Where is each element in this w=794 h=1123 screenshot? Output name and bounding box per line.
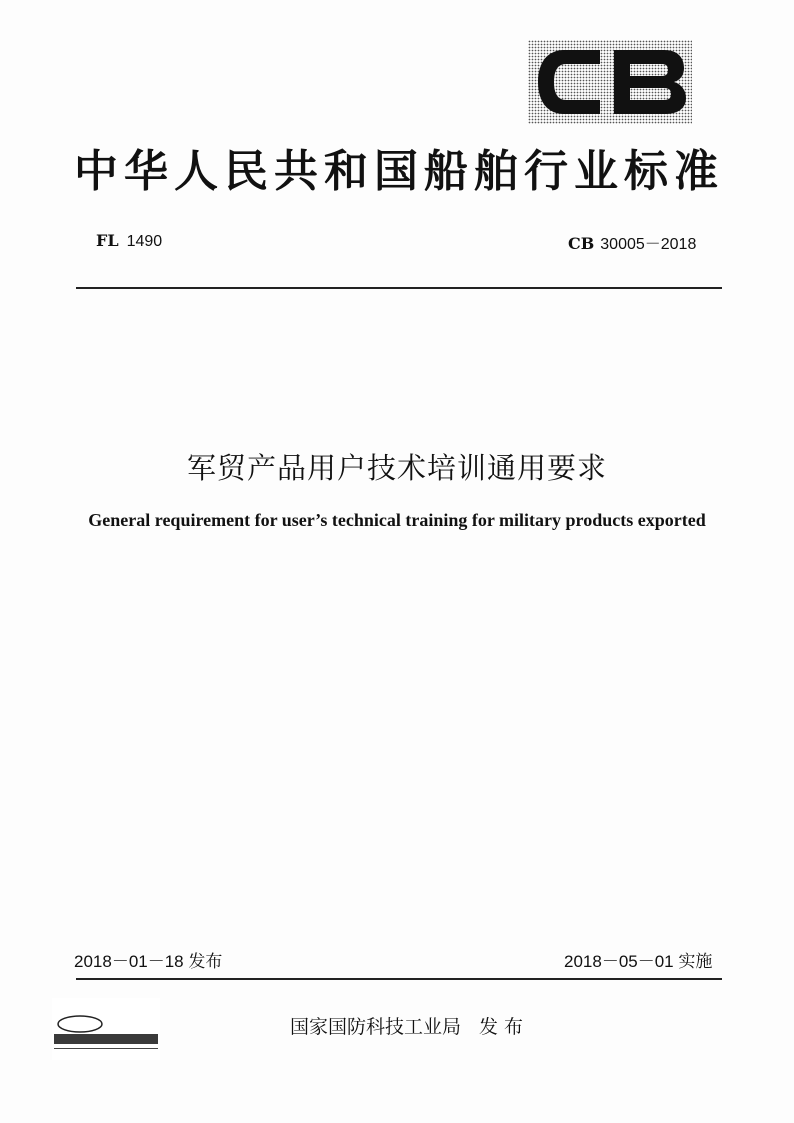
- fl-number: 1490: [126, 233, 163, 250]
- footer-divider: [76, 978, 722, 980]
- publish-label: 发 布: [479, 1016, 524, 1038]
- standard-number: [568, 231, 696, 254]
- document-title-chinese: 军贸产品用户技术培训通用要求: [186, 451, 607, 485]
- anti-counterfeit-sticker: [52, 998, 160, 1060]
- issue-date: 2018－01－18 发布: [74, 952, 223, 971]
- document-title-english: General requirement for user’s technical training for military products exported: [88, 510, 706, 530]
- header-divider: [76, 287, 722, 289]
- cb-number: 30005－2018: [600, 236, 697, 253]
- publisher: [290, 1012, 523, 1039]
- cb-label: CB: [568, 234, 595, 253]
- publisher-name: 国家国防科技工业局: [290, 1016, 462, 1038]
- implementation-date: 2018－05－01 实施: [564, 952, 713, 971]
- fl-label: FL: [96, 231, 119, 250]
- classification-code: [96, 231, 162, 251]
- cb-standard-logo: [528, 40, 692, 124]
- standard-category-title: 中华人民共和国船舶行业标准: [74, 146, 724, 197]
